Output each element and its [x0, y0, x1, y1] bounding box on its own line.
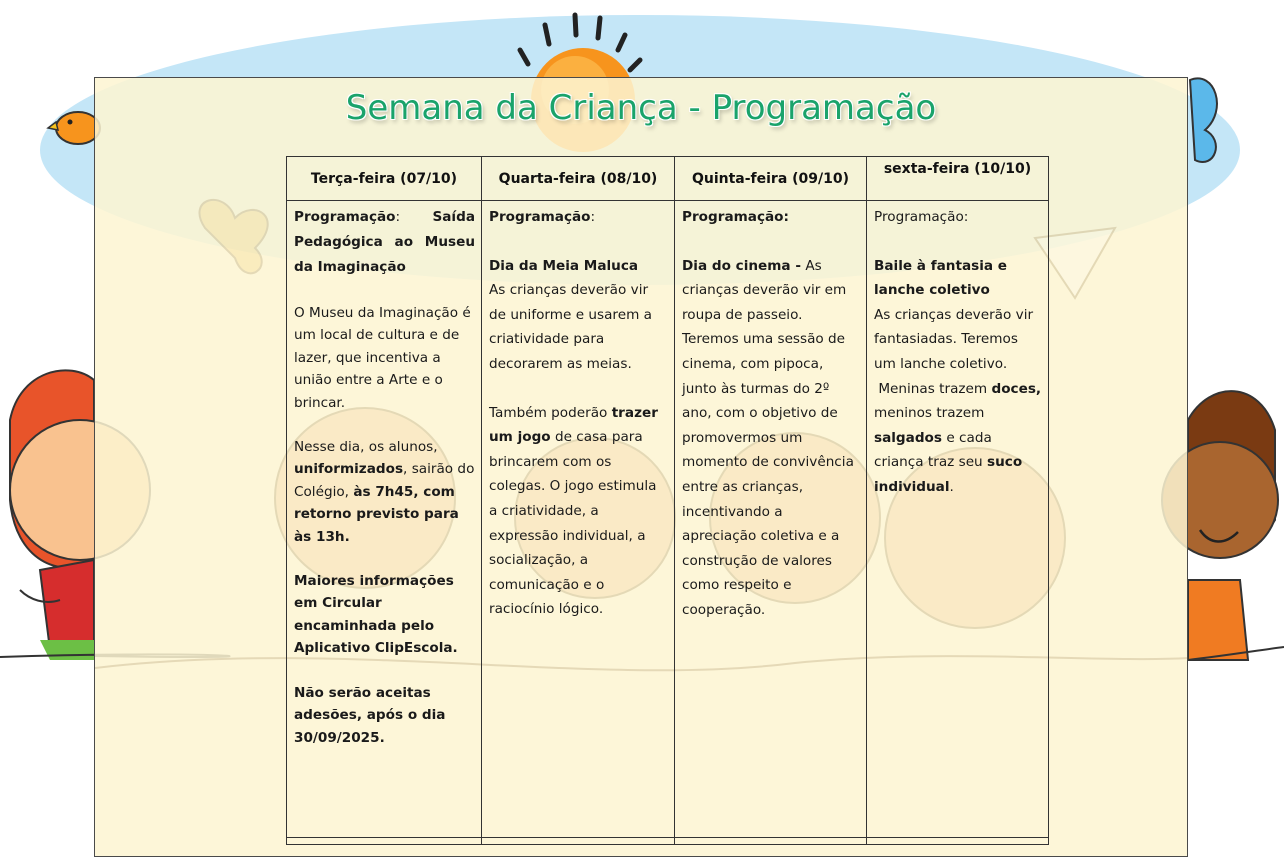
deadline-text: Não serão aceitas adesões, após o dia 30/09/2025.: [294, 684, 446, 746]
girls-intro: Meninas trazem: [878, 380, 988, 397]
program-colon: :: [590, 209, 596, 225]
empty-cell: [867, 838, 1049, 845]
empty-cell: [675, 838, 867, 845]
header-tuesday: Terça-feira (07/10): [287, 157, 482, 201]
butterfly-icon: [1190, 78, 1217, 162]
header-thursday: Quinta-feira (09/10): [675, 157, 867, 201]
period-text: .: [949, 478, 954, 495]
program-title-part2: Pedagógica ao Museu: [294, 234, 475, 250]
leave-text: , sairão do Colégio,: [294, 461, 475, 500]
event-description: As crianças deverão vir em roupa de passeio. Teremos uma sessão de cinema, com pipoca, junto às turmas do 2º ano, com o objetivo de promovermos um momento de convivência entre as crianças, incentivando a apreciação coletiva e a construção de valores como respeito e cooperação.: [682, 257, 854, 618]
page-title: Semana da Criança - Programação: [345, 88, 937, 128]
game-description: de casa para brincarem com os colegas. O jogo estimula a criatividade, a expressão individual, a socialização, a comunicação e o raciocínio lógico.: [489, 429, 657, 618]
event-details: [682, 254, 860, 623]
bring-game-text: trazer um jogo: [489, 404, 658, 446]
event-description: As crianças deverão vir de uniforme e usarem a criatividade para decorarem as meias.: [489, 282, 652, 372]
header-wednesday: Quarta-feira (08/10): [482, 157, 675, 201]
cell-tuesday: [287, 201, 482, 838]
event-title: Dia do cinema -: [682, 257, 801, 274]
header-friday: sexta-feira (10/10): [867, 157, 1049, 201]
table-header-row: [287, 157, 1049, 201]
museum-description: O Museu da Imaginação é um local de cultura e de lazer, que incentiva a união entre a Arte e o brincar.: [294, 305, 471, 411]
savory-text: salgados: [874, 429, 942, 446]
event-description: As crianças deverão vir fantasiadas. Teremos um lanche coletivo.: [874, 306, 1034, 372]
cell-wednesday: [482, 201, 675, 838]
juice-text: suco individual: [874, 454, 1023, 495]
trip-intro: Nesse dia, os alunos,: [294, 439, 438, 456]
schedule-page: [94, 77, 1188, 857]
each-child-text: e cada criança traz seu: [874, 429, 992, 471]
cell-thursday: [675, 201, 867, 838]
program-label: Programação: [294, 209, 396, 225]
time-text: às 7h45, com retorno previsto para às 13h.: [294, 483, 459, 545]
program-label: Programação:: [682, 209, 789, 225]
program-label: Programação:: [874, 209, 969, 225]
table-row: [287, 201, 1049, 838]
boys-text: meninos trazem: [874, 405, 985, 422]
empty-cell: [482, 838, 675, 845]
uniformed-text: uniformizados: [294, 461, 404, 478]
trip-details: [294, 436, 475, 548]
table-row: [287, 838, 1049, 845]
event-title: Baile à fantasia e lanche coletivo: [874, 257, 1008, 299]
schedule-table: [286, 156, 1049, 845]
program-colon: :: [395, 209, 401, 225]
program-title-part1: Saída: [432, 209, 475, 225]
empty-cell: [287, 838, 482, 845]
sweets-text: doces,: [991, 380, 1042, 397]
more-info-text: Maiores informações em Circular encaminhada pelo Aplicativo ClipEscola.: [294, 573, 458, 657]
program-title-part3: da Imaginação: [294, 259, 406, 275]
event-title: Dia da Meia Maluca: [489, 257, 639, 274]
game-details: [489, 401, 668, 622]
cell-friday: [867, 201, 1049, 838]
snack-details: [874, 377, 1042, 500]
also-text: Também poderão: [489, 404, 608, 421]
program-label: Programação: [489, 209, 591, 225]
